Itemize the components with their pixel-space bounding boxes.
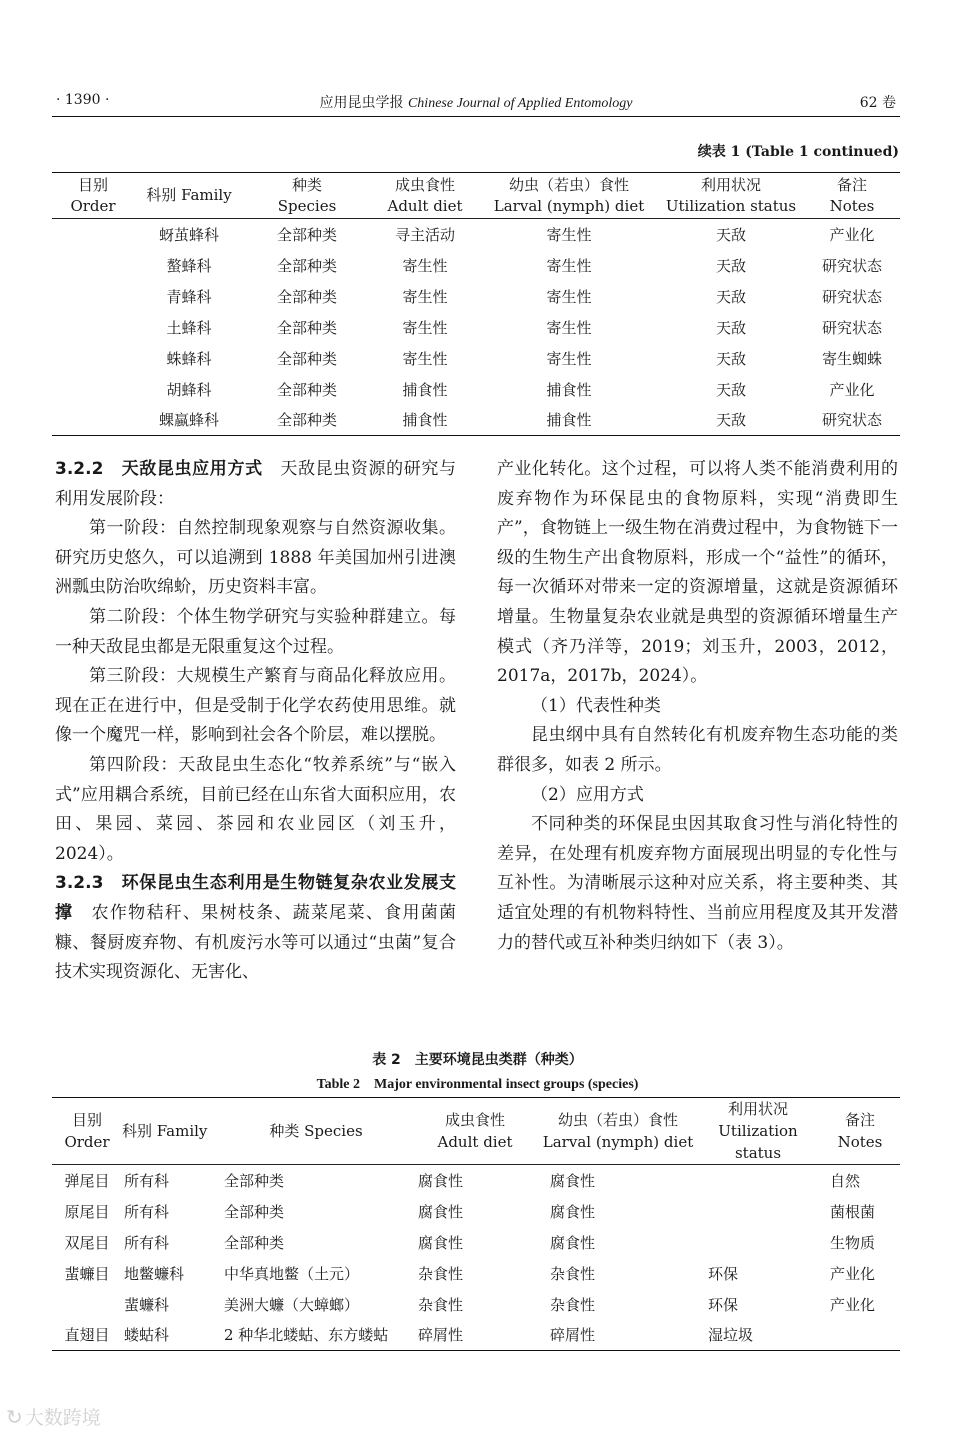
table-cell: 螯蜂科 xyxy=(166,256,212,275)
table-cell: 青蜂科 xyxy=(166,287,212,306)
table-cell: 研究状态 xyxy=(821,287,882,306)
table-cell: 寄生性 xyxy=(402,318,448,337)
table-cell: 中华真地鳖（土元） xyxy=(224,1264,360,1283)
table-cell: 产业化 xyxy=(829,380,875,399)
table-cell: 蚜茧蜂科 xyxy=(158,225,219,244)
table-cell xyxy=(52,343,134,374)
table-cell: 全部种类 xyxy=(276,225,337,244)
paragraph: （1）代表性种类 xyxy=(531,695,661,716)
column-header xyxy=(820,1098,900,1165)
table-cell: 腐食性 xyxy=(418,1233,464,1252)
running-header xyxy=(52,92,900,114)
table-cell: 直翅目 xyxy=(52,1320,122,1351)
table-cell: 双尾目 xyxy=(64,1233,110,1252)
table-cell: 捕食性 xyxy=(402,380,448,399)
column-header-cn: 科别 Family xyxy=(122,1122,208,1140)
column-header-en: Utilization status xyxy=(718,1122,798,1162)
column-header xyxy=(696,1098,820,1165)
table-cell: 寄生性 xyxy=(546,287,592,306)
column-header xyxy=(122,1098,222,1165)
column-header-cn: 种类 xyxy=(291,175,322,194)
table-cell xyxy=(52,405,134,436)
table-cell xyxy=(52,281,134,312)
table-cell: 寄生性 xyxy=(546,256,592,275)
paragraph: 3.2.2 天敌昆虫应用方式 天敌昆虫资源的研究与利用发展阶段： xyxy=(55,459,456,509)
table-cell: 寄生蜘蛛 xyxy=(821,349,882,368)
table-row xyxy=(52,374,900,405)
header-rule xyxy=(52,116,900,117)
page-number: · 1390 · xyxy=(56,92,110,108)
column-header xyxy=(370,173,480,219)
table-cell: 天敌 xyxy=(715,349,746,368)
table-cell: 全部种类 xyxy=(276,349,337,368)
journal-title: 应用昆虫学报 Chinese Journal of Applied Entomology xyxy=(319,95,633,111)
table-cell: 捕食性 xyxy=(480,405,658,436)
table-cell: 蜚蠊科 xyxy=(124,1295,170,1314)
table-cell xyxy=(52,250,134,281)
table-cell: 所有科 xyxy=(124,1171,170,1190)
table-row xyxy=(52,343,900,374)
column-header-cn: 目别 xyxy=(77,175,108,194)
column-header-en: Species xyxy=(277,196,337,215)
table-cell: 全部种类 xyxy=(276,256,337,275)
column-header-cn: 利用状况 xyxy=(727,1100,788,1118)
column-header-cn: 利用状况 xyxy=(700,175,761,194)
table-cell: 天敌 xyxy=(658,405,804,436)
section-heading: 3.2.3 环保昆虫生态利用是生物链复杂农业发展支撑 xyxy=(55,873,456,923)
table-cell: 天敌 xyxy=(715,318,746,337)
table-cell: 全部种类 xyxy=(276,287,337,306)
column-header-en: Order xyxy=(70,196,116,215)
table-cell: 产业化 xyxy=(829,225,875,244)
table-cell: 寄生性 xyxy=(402,349,448,368)
table-cell: 弹尾目 xyxy=(64,1171,110,1190)
table-cell: 蝼蛄科 xyxy=(122,1320,222,1351)
column-header-en: Notes xyxy=(829,196,875,215)
table-cell: 原尾目 xyxy=(64,1202,110,1221)
table-cell: 寄生性 xyxy=(546,349,592,368)
table-row xyxy=(52,1289,900,1320)
table-cell: 美洲大蠊（大蟑螂） xyxy=(224,1295,360,1314)
table-row xyxy=(52,1227,900,1258)
column-header-cn: 目别 xyxy=(71,1111,102,1129)
table-cell: 胡蜂科 xyxy=(166,380,212,399)
column-header xyxy=(134,173,244,219)
table-cell: 碎屑性 xyxy=(410,1320,540,1351)
column-header xyxy=(540,1098,696,1165)
table-cell: 捕食性 xyxy=(370,405,480,436)
table2 xyxy=(52,1097,900,1351)
table-cell xyxy=(696,1227,820,1258)
table-cell: 杂食性 xyxy=(550,1264,596,1283)
table-cell: 环保 xyxy=(708,1264,739,1283)
section-heading: 3.2.2 天敌昆虫应用方式 xyxy=(55,459,263,479)
table-cell: 腐食性 xyxy=(418,1202,464,1221)
table-cell: 2 种华北蝼蛄、东方蝼蛄 xyxy=(222,1320,410,1351)
paragraph: 产业化转化。这个过程，可以将人类不能消费利用的废弃物作为环保昆虫的食物原料，实现“消费即生产”，食物链上一级生物在消费过程中，为食物链下一级的生物生产出食物原料，形成一个“益性”的循环，每一次循环对带来一定的资源增量，这就是资源循环增量。生物量复杂农业就是典型的资源循环增量生产模式（齐乃洋等，2019；刘玉升，2003，2012，2017a，2017b，2024）。 xyxy=(497,459,898,687)
table-cell: 天敌 xyxy=(715,380,746,399)
column-header xyxy=(52,173,134,219)
table-cell: 捕食性 xyxy=(546,380,592,399)
paragraph: 第一阶段：自然控制现象观察与自然资源收集。研究历史悠久，可以追溯到 1888 年美国加州引进澳洲瓢虫防治吹绵蚧，历史资料丰富。 xyxy=(55,518,456,598)
column-header xyxy=(480,173,658,219)
table-cell: 地鳖蠊科 xyxy=(124,1264,185,1283)
table-cell: 寄生性 xyxy=(402,256,448,275)
watermark-logo-icon: ↻ xyxy=(6,1405,23,1429)
table-cell: 全部种类 xyxy=(244,405,370,436)
column-header xyxy=(52,1098,122,1165)
table-cell: 产业化 xyxy=(830,1295,876,1314)
table-cell xyxy=(696,1196,820,1227)
paragraph: 第四阶段：天敌昆虫生态化“牧养系统”与“嵌入式”应用耦合系统，目前已经在山东省大面积应用，农田、果园、菜园、茶园和农业园区（刘玉升，2024）。 xyxy=(55,754,456,864)
table1 xyxy=(52,172,900,436)
watermark: ↻ 大数跨境 xyxy=(6,1405,101,1429)
table-cell: 天敌 xyxy=(715,225,746,244)
table-row xyxy=(52,405,900,436)
table-cell: 腐食性 xyxy=(550,1233,596,1252)
table-cell: 自然 xyxy=(830,1171,861,1190)
column-header-en: Utilization status xyxy=(665,196,797,215)
column-header xyxy=(244,173,370,219)
table-cell: 环保 xyxy=(708,1295,739,1314)
column-header-cn: 幼虫（若虫）食性 xyxy=(557,1111,678,1129)
column-header xyxy=(658,173,804,219)
table-cell: 所有科 xyxy=(124,1202,170,1221)
table-cell: 产业化 xyxy=(830,1264,876,1283)
column-header xyxy=(222,1098,410,1165)
column-header-en: Adult diet xyxy=(437,1133,513,1151)
paragraph: 昆虫纲中具有自然转化有机废弃物生态功能的类群很多，如表 2 所示。 xyxy=(497,725,898,775)
table-cell: 全部种类 xyxy=(224,1202,285,1221)
table-cell: 腐食性 xyxy=(550,1202,596,1221)
table-cell: 菌根菌 xyxy=(830,1202,876,1221)
table-cell: 蜾蠃蜂科 xyxy=(134,405,244,436)
table-cell xyxy=(52,312,134,343)
table-cell: 寻主活动 xyxy=(394,225,455,244)
paragraph: 第二阶段：个体生物学研究与实验种群建立。每一种天敌昆虫都是无限重复这个过程。 xyxy=(55,606,456,657)
table-cell: 全部种类 xyxy=(224,1233,285,1252)
left-text-column xyxy=(55,455,456,988)
table-cell xyxy=(52,1289,122,1320)
table-cell: 研究状态 xyxy=(804,405,900,436)
column-header-en: Notes xyxy=(837,1133,883,1151)
table-cell: 蜚蠊目 xyxy=(64,1264,110,1283)
table-cell: 湿垃圾 xyxy=(696,1320,820,1351)
table-cell: 所有科 xyxy=(124,1233,170,1252)
volume-number: 62 卷 xyxy=(859,95,896,111)
table-row xyxy=(52,1165,900,1196)
column-header-cn: 备注 xyxy=(844,1111,875,1129)
table-row xyxy=(52,250,900,281)
table-cell: 寄生性 xyxy=(546,318,592,337)
column-header-cn: 成虫食性 xyxy=(444,1111,505,1129)
column-header-en: Larval (nymph) diet xyxy=(542,1133,694,1151)
table-cell: 研究状态 xyxy=(821,318,882,337)
table-row xyxy=(52,1196,900,1227)
table1-caption: 续表 1 (Table 1 continued) xyxy=(697,144,899,160)
column-header-cn: 成虫食性 xyxy=(394,175,455,194)
table-cell xyxy=(52,374,134,405)
table-row xyxy=(52,1258,900,1289)
table-row xyxy=(52,312,900,343)
table-cell: 天敌 xyxy=(715,256,746,275)
column-header-en: Larval (nymph) diet xyxy=(493,196,645,215)
table-row xyxy=(52,1320,900,1351)
table-cell: 生物质 xyxy=(830,1233,876,1252)
column-header-en: Adult diet xyxy=(387,196,463,215)
table-cell: 寄生性 xyxy=(402,287,448,306)
table2-caption-cn: 表 2 主要环境昆虫类群（种类） xyxy=(372,1052,583,1068)
table-cell: 全部种类 xyxy=(224,1171,285,1190)
paragraph: 3.2.3 环保昆虫生态利用是生物链复杂农业发展支撑 农作物秸秆、果树枝条、蔬菜尾菜、食用菌菌糠、餐厨废弃物、有机废污水等可以通过“虫菌”复合技术实现资源化、无害化、 xyxy=(55,873,457,983)
table-row xyxy=(52,281,900,312)
table-cell: 土蜂科 xyxy=(166,318,212,337)
column-header-cn: 科别 Family xyxy=(146,186,232,204)
table-cell: 碎屑性 xyxy=(540,1320,696,1351)
table-cell: 天敌 xyxy=(715,287,746,306)
table-cell: 腐食性 xyxy=(550,1171,596,1190)
table-cell: 腐食性 xyxy=(418,1171,464,1190)
table-cell: 杂食性 xyxy=(418,1264,464,1283)
paragraph: 第三阶段：大规模生产繁育与商品化释放应用。现在正在进行中，但是受制于化学农药使用思维。就像一个魔咒一样，影响到社会各个阶层，难以摆脱。 xyxy=(55,666,456,746)
table-cell: 蛛蜂科 xyxy=(166,349,212,368)
table-cell: 寄生性 xyxy=(546,225,592,244)
paragraph: （2）应用方式 xyxy=(531,784,644,805)
column-header-cn: 种类 Species xyxy=(269,1122,363,1140)
table-cell: 杂食性 xyxy=(550,1295,596,1314)
paragraph: 不同种类的环保昆虫因其取食习性与消化特性的差异，在处理有机废弃物方面展现出明显的专化性与互补性。为清晰展示这种对应关系，将主要种类、其适宜处理的有机物料特性、当前应用程度及其开发潜力的替代或互补种类归纳如下（表 3）。 xyxy=(497,814,898,953)
column-header xyxy=(410,1098,540,1165)
table-cell: 研究状态 xyxy=(821,256,882,275)
table-cell xyxy=(696,1165,820,1196)
column-header-cn: 幼虫（若虫）食性 xyxy=(508,175,629,194)
table-row xyxy=(52,219,900,250)
table-cell xyxy=(52,219,134,250)
table-cell: 杂食性 xyxy=(418,1295,464,1314)
table-cell: 全部种类 xyxy=(276,380,337,399)
table2-caption-en: Table 2 Major environmental insect groups (species) xyxy=(316,1077,639,1092)
column-header-en: Order xyxy=(64,1133,110,1151)
column-header xyxy=(804,173,900,219)
right-text-column xyxy=(497,455,898,958)
table-cell xyxy=(820,1320,900,1351)
table-cell: 全部种类 xyxy=(276,318,337,337)
column-header-cn: 备注 xyxy=(836,175,867,194)
